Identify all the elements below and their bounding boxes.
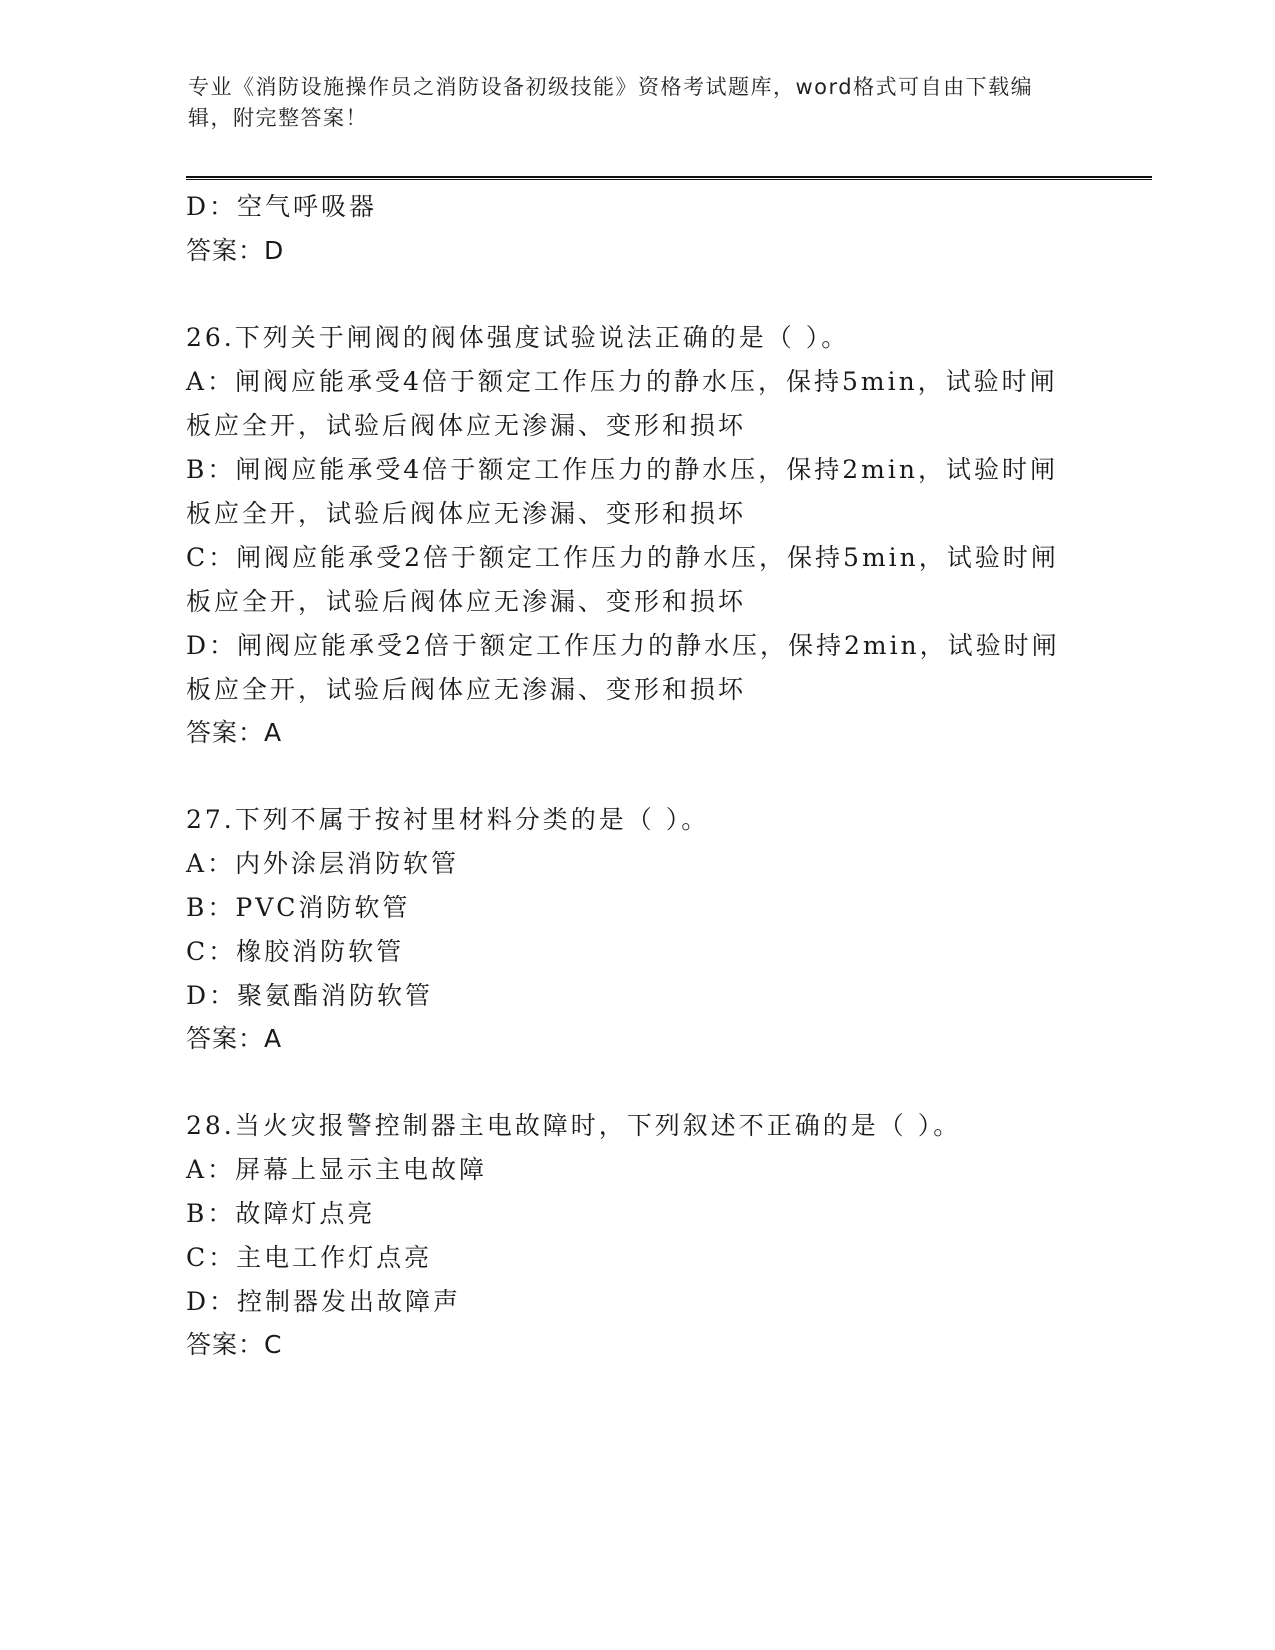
q26-option-b-cont: 板应全开，试验后阀体应无渗漏、变形和损坏	[186, 499, 747, 528]
q26-answer: 答案：A	[186, 718, 283, 747]
q27-option-a: A：内外涂层消防软管	[186, 849, 460, 878]
q28-option-a: A：屏幕上显示主电故障	[186, 1155, 488, 1184]
q26-option-d: D：闸阀应能承受2倍于额定工作压力的静水压，保持2min，试验时闸	[186, 631, 1060, 660]
q28-option-c: C：主电工作灯点亮	[186, 1243, 433, 1272]
q25-answer: 答案：D	[186, 236, 285, 265]
page-header: 专业《消防设施操作员之消防设备初级技能》资格考试题库，word格式可自由下载编辑，附完整答案！	[188, 75, 1034, 130]
q28-answer: 答案：C	[186, 1330, 283, 1359]
q26-option-d-cont: 板应全开，试验后阀体应无渗漏、变形和损坏	[186, 675, 747, 704]
header-rule	[186, 176, 1152, 180]
q27-question: 27.下列不属于按衬里材料分类的是（ ）。	[186, 805, 710, 834]
q26-option-c-cont: 板应全开，试验后阀体应无渗漏、变形和损坏	[186, 587, 747, 616]
q27-answer: 答案：A	[186, 1024, 283, 1053]
q27-option-d: D：聚氨酯消防软管	[186, 981, 434, 1010]
q28-question: 28.当火灾报警控制器主电故障时，下列叙述不正确的是（ ）。	[186, 1111, 962, 1140]
q26-option-a-cont: 板应全开，试验后阀体应无渗漏、变形和损坏	[186, 411, 747, 440]
q26-question: 26.下列关于闸阀的阀体强度试验说法正确的是（ ）。	[186, 323, 850, 352]
q26-option-b: B：闸阀应能承受4倍于额定工作压力的静水压，保持2min，试验时闸	[186, 455, 1058, 484]
q27-option-c: C：橡胶消防软管	[186, 937, 405, 966]
q26-option-c: C：闸阀应能承受2倍于额定工作压力的静水压，保持5min，试验时闸	[186, 543, 1059, 572]
q25-option-d: D：空气呼吸器	[186, 192, 378, 221]
q26-option-a: A：闸阀应能承受4倍于额定工作压力的静水压，保持5min，试验时闸	[186, 367, 1058, 396]
q28-option-d: D：控制器发出故障声	[186, 1287, 462, 1316]
q27-option-b: B：PVC消防软管	[186, 893, 411, 922]
q28-option-b: B：故障灯点亮	[186, 1199, 376, 1228]
